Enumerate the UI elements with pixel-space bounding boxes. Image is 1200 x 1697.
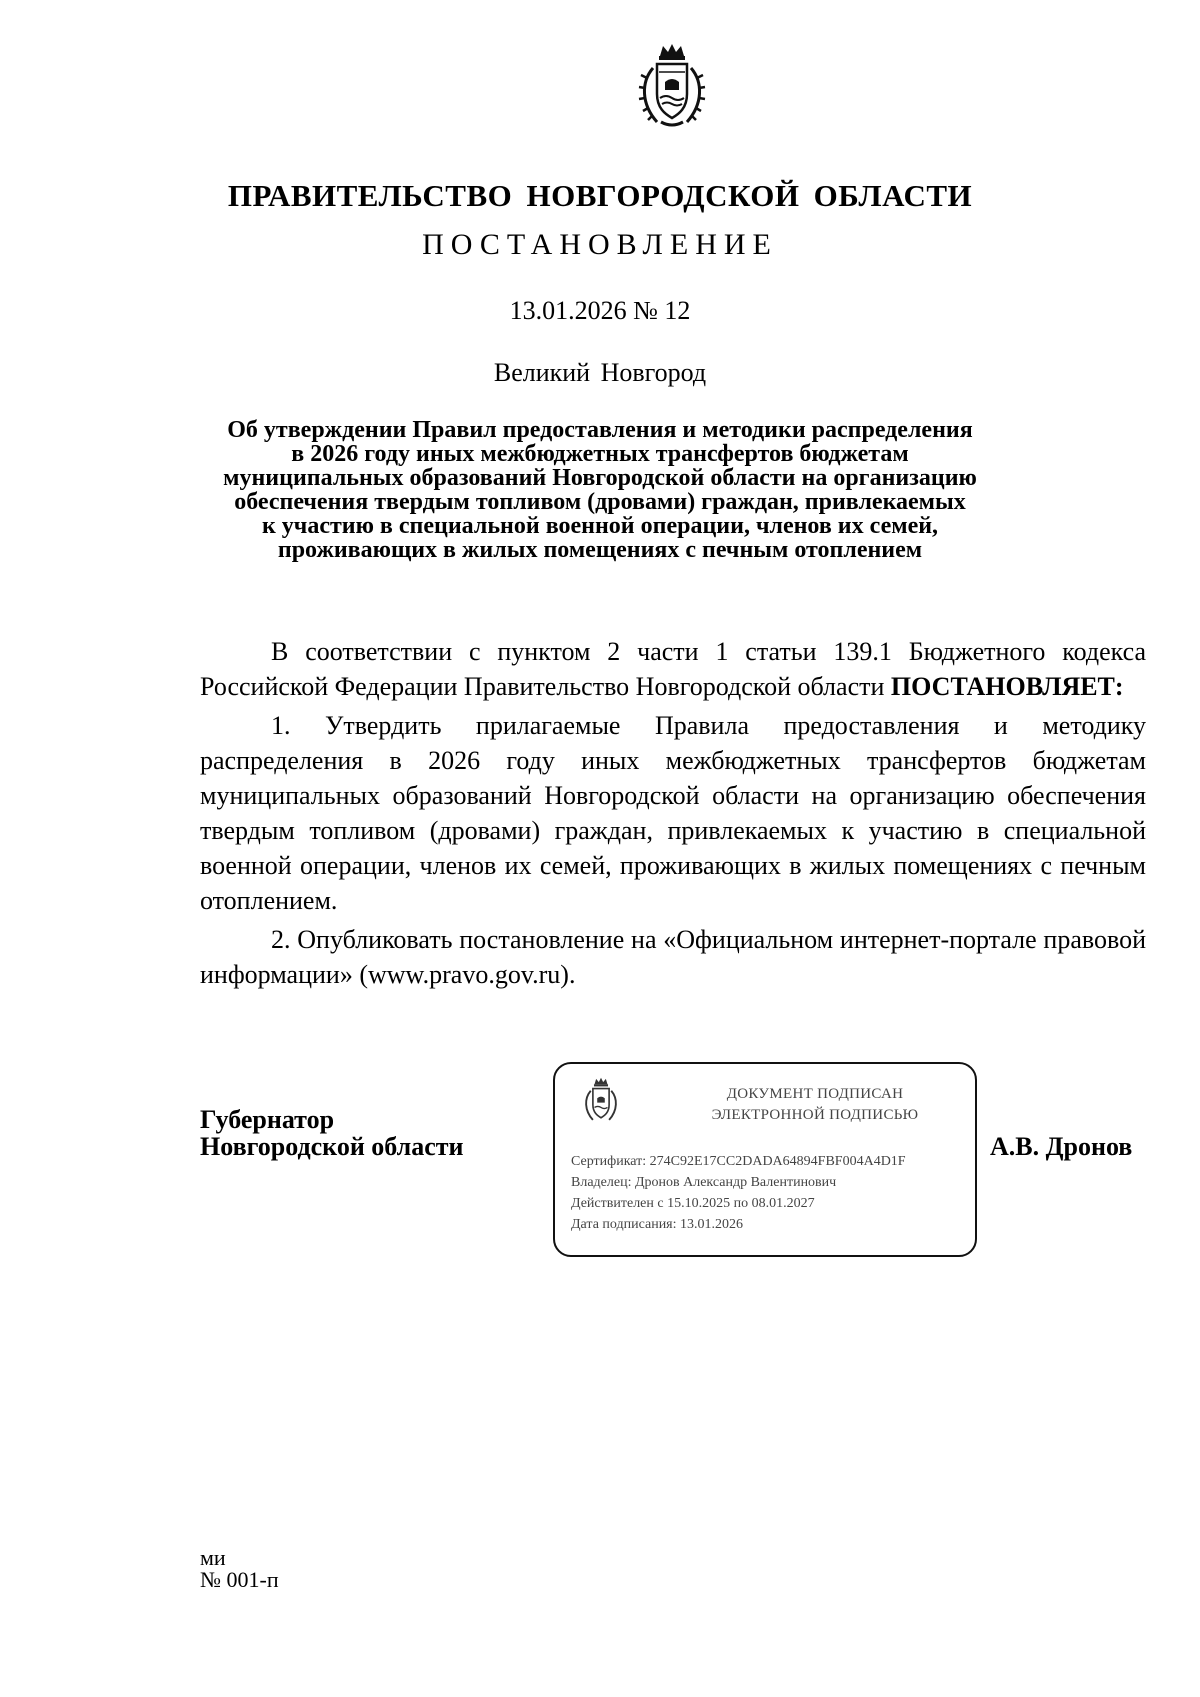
title-line: муниципальных образований Новгородской области на организацию [223, 465, 977, 491]
document-city: Великий Новгород [493, 358, 707, 387]
document-title [200, 418, 1000, 562]
title-line: Об утверждении Правил предоставления и методики распределения [227, 417, 973, 443]
document-footer [200, 1547, 279, 1591]
footer-number: № 001-п [200, 1567, 279, 1592]
title-line: к участию в специальной военной операции, членов их семей, [261, 513, 939, 539]
coat-of-arms-icon [581, 1076, 621, 1126]
stamp-signed-date: Дата подписания: 13.01.2026 [571, 1217, 744, 1232]
stamp-heading [665, 1084, 965, 1126]
signatory-title-line: Губернатор [200, 1105, 335, 1134]
stamp-heading-line: ДОКУМЕНТ ПОДПИСАН [726, 1086, 904, 1102]
stamp-validity: Действителен с 15.10.2025 по 08.01.2027 [571, 1196, 815, 1211]
title-line: обеспечения твердым топливом (дровами) граждан, привлекаемых [234, 489, 966, 515]
organization-name: ПРАВИТЕЛЬСТВО НОВГОРОДСКОЙ ОБЛАСТИ [227, 178, 973, 213]
stamp-certificate: Сертификат: 274C92E17CC2DADA64894FBF004A4D1F [571, 1154, 906, 1169]
stamp-heading-line: ЭЛЕКТРОННОЙ ПОДПИСЬЮ [711, 1107, 919, 1123]
coat-of-arms-icon [635, 42, 709, 132]
decree-word: ПОСТАНОВЛЯЕТ: [890, 672, 1124, 701]
document-body [200, 634, 1146, 992]
item-1-paragraph: 1. Утвердить прилагаемые Правила предоставления и методику распределения в 2026 году иных межбюджетных трансфертов бюджетам муниципальных образований Новгородской области на организацию обеспечения твердым топливом (дровами) граждан, привлекаемых к участию в специальной военной операции, членов их семей, проживающих в жилых помещениях с печным отоплением. [200, 711, 1146, 915]
title-line: в 2026 году иных межбюджетных трансфертов бюджетам [291, 441, 909, 467]
signatory-title [200, 1106, 464, 1160]
preamble-paragraph [200, 634, 1146, 704]
electronic-signature-stamp [553, 1062, 977, 1257]
document-type: ПОСТАНОВЛЕНИЕ [422, 228, 778, 261]
signatory-title-line: Новгородской области [200, 1132, 464, 1161]
preamble-text: В соответствии с пунктом 2 части 1 статьи 139.1 Бюджетного кодекса Российской Федерации Правительство Новгородской области [200, 637, 1146, 701]
title-line: проживающих в жилых помещениях с печным отоплением [277, 537, 923, 563]
footer-initials: ми [200, 1545, 226, 1570]
document-date-number: 13.01.2026 № 12 [509, 296, 691, 325]
signatory-name: А.В. Дронов [990, 1132, 1133, 1161]
stamp-details [571, 1151, 906, 1235]
stamp-owner: Владелец: Дронов Александр Валентинович [571, 1175, 837, 1190]
item-2-paragraph: 2. Опубликовать постановление на «Официальном интернет-портале правовой информации» (www.pravo.gov.ru). [200, 925, 1146, 989]
